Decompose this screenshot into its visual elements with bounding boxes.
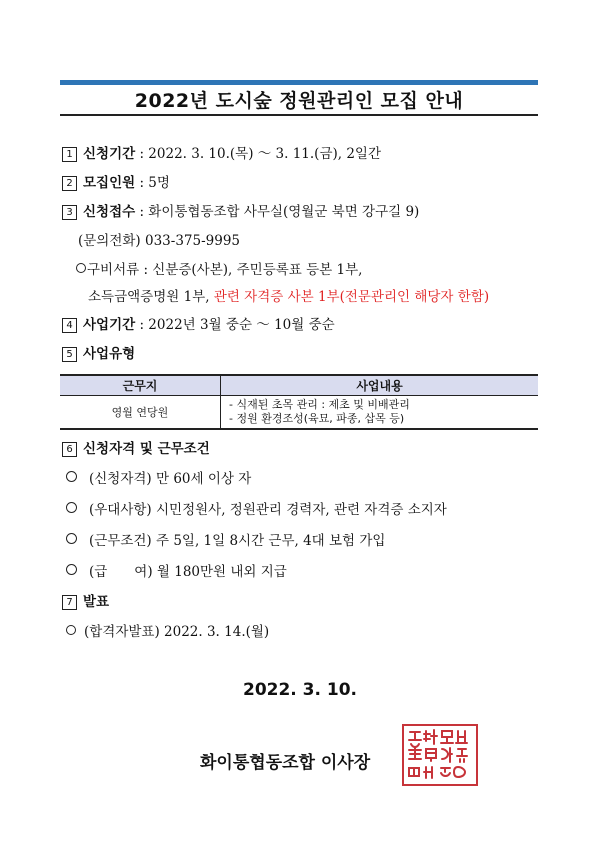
table-header-content: 사업내용 — [221, 375, 539, 396]
announcement-item — [66, 623, 269, 641]
circle-bullet-icon — [66, 625, 76, 635]
signature: 화이통협동조합 이사장 — [200, 753, 371, 773]
item-number-box: 1 — [62, 147, 77, 162]
condition-text: (신청자격) 만 60세 이상 자 — [89, 471, 252, 487]
item-number-box: 7 — [62, 595, 77, 610]
table-header-row — [60, 375, 538, 396]
table-row — [60, 396, 538, 430]
required-docs-line-2 — [88, 288, 489, 306]
page-title: 2022년 도시숲 정원관리인 모집 안내 — [134, 90, 464, 112]
table-cell-place: 영월 연당원 — [60, 396, 221, 430]
circle-bullet-icon — [66, 564, 77, 575]
item-qualifications — [62, 440, 210, 458]
required-docs-highlight: 관련 자격증 사본 1부(전문관리인 해당자 한함) — [213, 289, 490, 305]
document-date: 2022. 3. 10. — [242, 680, 357, 700]
condition-item — [66, 501, 447, 519]
item-project-period — [62, 316, 335, 334]
item-label: 사업기간 — [83, 317, 136, 333]
item-number-box: 2 — [62, 176, 77, 191]
item-label: 사업유형 — [83, 346, 136, 362]
item-number-box: 5 — [62, 347, 77, 362]
item-label: 신청접수 — [83, 204, 136, 220]
required-docs-text: 구비서류 : 신분증(사본), 주민등록표 등본 1부, — [87, 262, 363, 278]
circle-bullet-icon — [66, 533, 77, 544]
item-number-box: 6 — [62, 442, 77, 457]
circle-bullet-icon — [66, 502, 77, 513]
task-line: - 식재된 초목 관리 : 제초 및 비배관리 — [229, 398, 410, 411]
item-number-box: 4 — [62, 318, 77, 333]
item-label: 신청기간 — [83, 146, 136, 162]
item-recruit-count — [62, 174, 170, 192]
condition-text: (우대사항) 시민정원사, 정원관리 경력자, 관련 자격증 소지자 — [89, 502, 447, 518]
item-application-place — [62, 203, 419, 221]
condition-item — [66, 563, 287, 581]
item-label: 신청자격 및 근무조건 — [83, 441, 210, 457]
item-label: 발표 — [83, 594, 110, 610]
announcement-text: (합격자발표) 2022. 3. 14.(월) — [84, 624, 270, 640]
required-docs-line-1 — [76, 261, 362, 279]
condition-text: (급 여) 월 180만원 내외 지급 — [89, 564, 287, 580]
table-header-place: 근무지 — [60, 375, 221, 396]
condition-text: (근무조건) 주 5일, 1일 8시간 근무, 4대 보험 가입 — [89, 533, 386, 549]
task-line: - 정원 환경조성(육묘, 파종, 삽목 등) — [229, 412, 405, 425]
project-type-table — [60, 374, 538, 430]
title-box — [60, 80, 538, 116]
official-seal-icon — [402, 724, 478, 786]
circle-bullet-icon — [66, 471, 77, 482]
table-cell-content — [221, 396, 539, 430]
condition-item — [66, 470, 251, 488]
circle-bullet-icon — [76, 263, 86, 273]
condition-item — [66, 532, 385, 550]
item-text: : 2022년 3월 중순 ～ 10월 중순 — [135, 317, 335, 333]
item-text: : 2022. 3. 10.(목) ～ 3. 11.(금), 2일간 — [135, 146, 382, 162]
item-label: 모집인원 — [83, 175, 136, 191]
item-announcement — [62, 593, 109, 611]
item-text: : 화이통협동조합 사무실(영월군 북면 강구길 9) — [135, 204, 420, 220]
item-project-type — [62, 345, 135, 363]
item-text: : 5명 — [135, 175, 170, 191]
item-application-period — [62, 145, 381, 163]
item-number-box: 3 — [62, 205, 77, 220]
contact-phone: (문의전화) 033-375-9995 — [78, 233, 241, 249]
required-docs-text: 소득금액증명원 1부, — [88, 289, 214, 305]
